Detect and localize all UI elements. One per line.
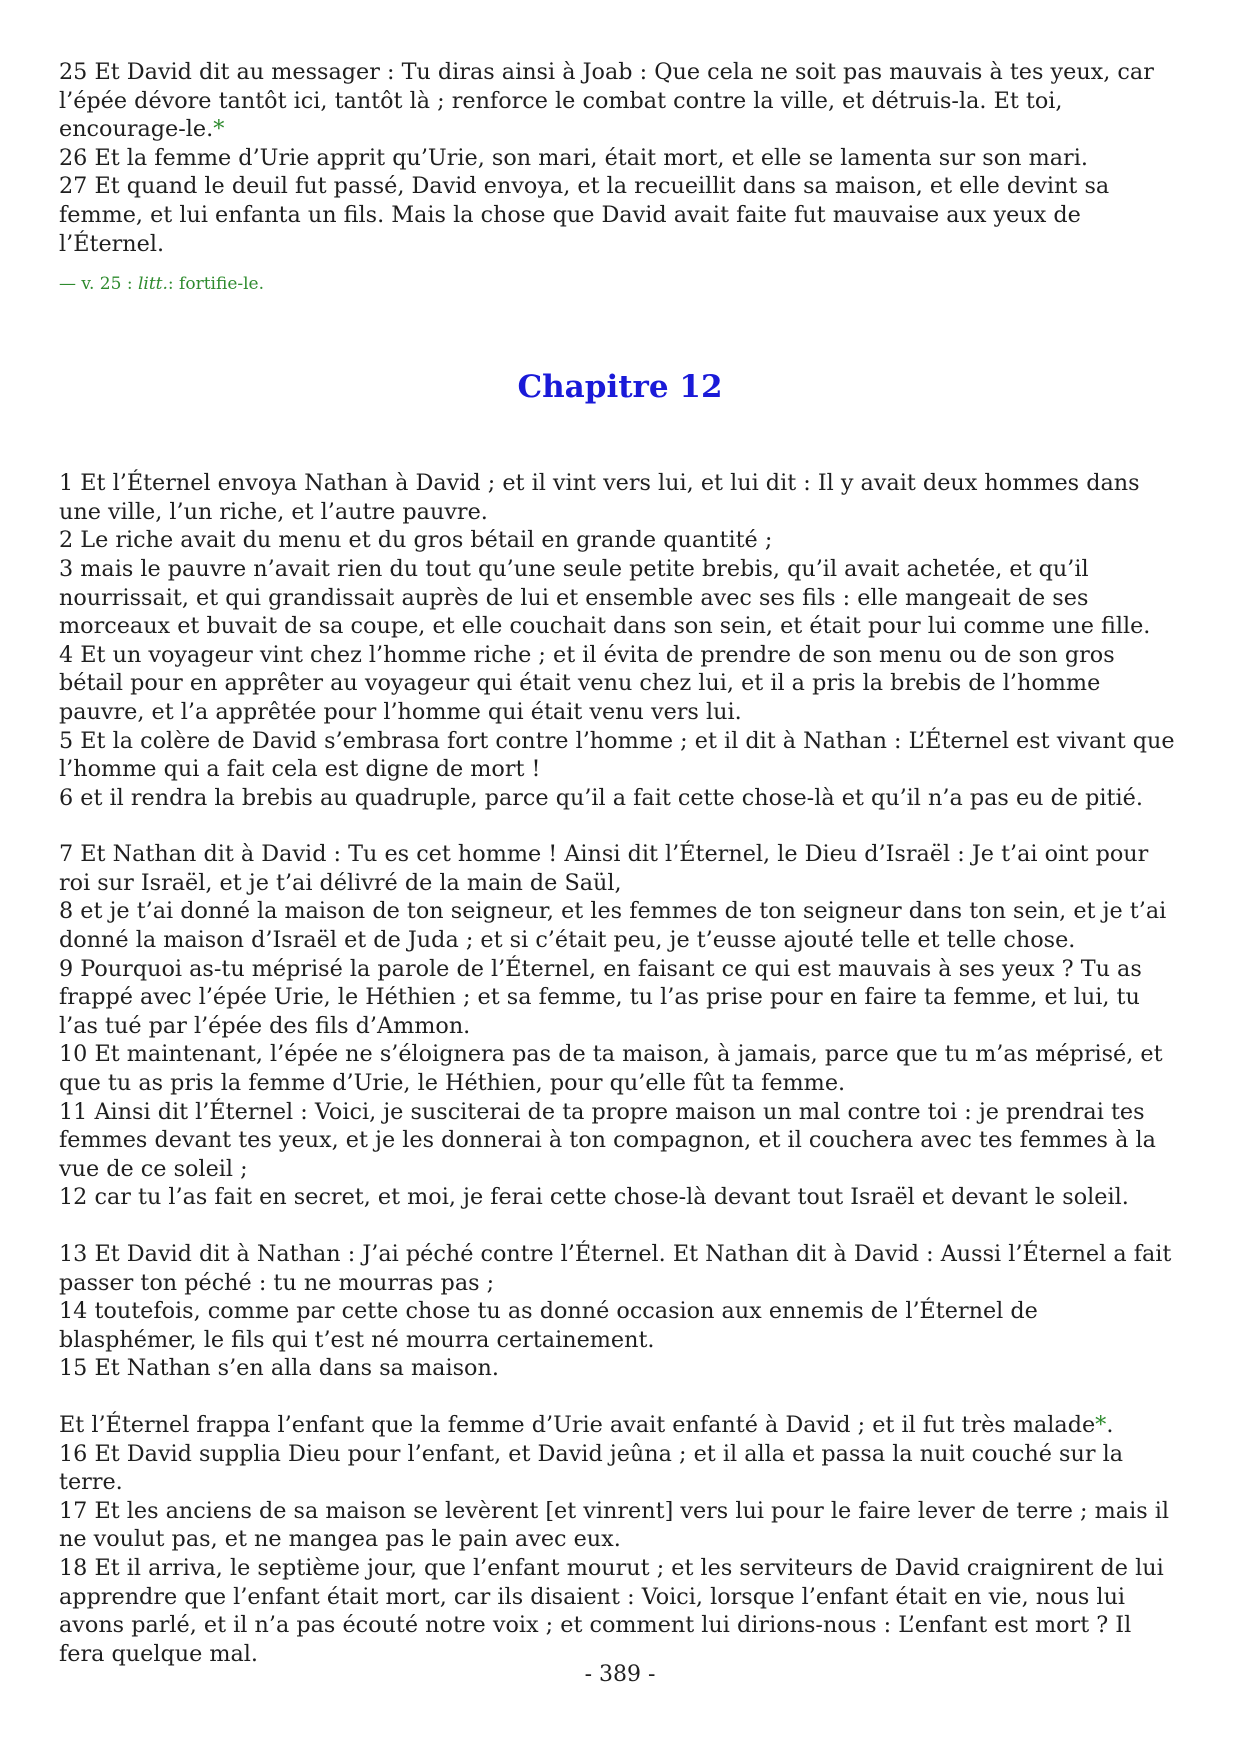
- page-content: [59, 58, 1181, 1668]
- verse: [59, 1354, 1181, 1383]
- verse-text: 11 Ainsi dit l’Éternel : Voici, je susciterai de ta propre maison un mal contre toi : je prendrai tes femmes devant tes yeux, et je les donnerai à ton compagnon, et il couchera avec tes femmes à la vue de ce soleil ;: [59, 1098, 1156, 1182]
- verse: [59, 526, 1181, 555]
- chapter-title: Chapitre 12: [517, 369, 723, 406]
- verse-text: 8 et je t’ai donné la maison de ton seigneur, et les femmes de ton seigneur dans ton sein, et je t’ai donné la maison d’Israël et de Juda ; et si c’était peu, je t’eusse ajouté telle et telle chose.: [59, 898, 1167, 954]
- verse-text: 10 Et maintenant, l’épée ne s’éloignera pas de ta maison, à jamais, parce que tu m’as méprisé, et que tu as pris la femme d’Urie, le Héthien, pour qu’elle fût ta femme.: [59, 1041, 1163, 1097]
- verse-text: 26 Et la femme d’Urie apprit qu’Urie, son mari, était mort, et elle se lamenta sur son mari.: [59, 144, 1088, 171]
- top-verses: [59, 58, 1181, 258]
- verse: [59, 1040, 1181, 1097]
- verse-text: 5 Et la colère de David s’embrasa fort contre l’homme ; et il dit à Nathan : L’Éternel est vivant que l’homme qui a fait cela est digne de mort !: [59, 727, 1175, 783]
- verse: [59, 1098, 1181, 1184]
- verse-text: 7 Et Nathan dit à David : Tu es cet homme ! Ainsi dit l’Éternel, le Dieu d’Israël : Je t’ai oint pour roi sur Israël, et je t’ai délivré de la main de Saül,: [59, 841, 1149, 896]
- verse-text: 16 Et David supplia Dieu pour l’enfant, et David jeûna ; et il alla et passa la nuit couché sur la terre.: [59, 1440, 1124, 1496]
- paragraph-gap: [59, 1383, 1181, 1411]
- paragraph-gap: [59, 812, 1181, 840]
- verse-text: 1 Et l’Éternel envoya Nathan à David ; et il vint vers lui, et lui dit : Il y avait deux hommes dans une ville, l’un riche, et l’autre pauvre.: [59, 470, 1140, 525]
- verse-text: 17 Et les anciens de sa maison se levèrent [et vinrent] vers lui pour le faire lever de terre ; mais il ne voulut pas, et ne mangea pas le pain avec eux.: [59, 1497, 1170, 1553]
- verse-text: 13 Et David dit à Nathan : J’ai péché contre l’Éternel. Et Nathan dit à David : Aussi l’Éternel a fait passer ton péché : tu ne mourras pas ;: [59, 1241, 1172, 1296]
- verse: [59, 469, 1181, 526]
- verse-text: 12 car tu l’as fait en secret, et moi, je ferai cette chose-là devant tout Israël et devant le soleil.: [59, 1184, 1129, 1211]
- verse: [59, 840, 1181, 897]
- verse: [59, 641, 1181, 727]
- verse-text: 2 Le riche avait du menu et du gros bétail en grande quantité ;: [59, 527, 773, 554]
- verse: [59, 555, 1181, 641]
- verse: [59, 897, 1181, 954]
- footnote-marker[interactable]: *: [1095, 1411, 1107, 1438]
- verse-text: 18 Et il arriva, le septième jour, que l’enfant mourut ; et les serviteurs de David craignirent de lui apprendre que l’enfant était mort, car ils disaient : Voici, lorsque l’enfant était en vie, nous lui avons parlé, et il n’a pas écouté notre voix ; et comment lui dirions-nous : L’enfant est mort ? Il fera quelque mal.: [59, 1554, 1164, 1667]
- verse-text: 25 Et David dit au messager : Tu diras ainsi à Joab : Que cela ne soit pas mauvais à tes yeux, car l’épée dévore tantôt ici, tantôt là ; renforce le combat contre la ville, et détruis-la. Et toi, encourage-le.: [59, 59, 1154, 143]
- verse-text: 4 Et un voyageur vint chez l’homme riche ; et il évita de prendre de son menu ou de son gros bétail pour en apprêter au voyageur qui était venu chez lui, et il a pris la brebis de l’homme pauvre, et l’a apprêtée pour l’homme qui était venu vers lui.: [59, 641, 1115, 725]
- verse: [59, 955, 1181, 1041]
- verse-text: 9 Pourquoi as-tu méprisé la parole de l’Éternel, en faisant ce qui est mauvais à ses yeux ? Tu as frappé avec l’épée Urie, le Héthien ; et sa femme, tu l’as prise pour en faire ta femme, et lui, tu l’as tué par l’épée des fils d’Ammon.: [59, 955, 1142, 1039]
- verse: [59, 58, 1181, 144]
- footnote: [59, 272, 1181, 296]
- chapter-verses: [59, 469, 1181, 1668]
- footnote-marker[interactable]: *: [213, 116, 225, 143]
- footnote-abbr: litt.: [137, 274, 168, 295]
- verse-text: 15 Et Nathan s’en alla dans sa maison.: [59, 1355, 499, 1382]
- verse-text: Et l’Éternel frappa l’enfant que la femme d’Urie avait enfanté à David ; et il fut très malade: [59, 1411, 1096, 1438]
- verse-tail: .: [1106, 1411, 1114, 1438]
- paragraph-gap: [59, 1212, 1181, 1240]
- verse: [59, 727, 1181, 784]
- verse: [59, 1497, 1181, 1554]
- verse: [59, 1411, 1181, 1440]
- verse-text: 6 et il rendra la brebis au quadruple, parce qu’il a fait cette chose-là et qu’il n’a pas eu de pitié.: [59, 784, 1143, 811]
- verse: [59, 172, 1181, 258]
- verse: [59, 1297, 1181, 1354]
- verse-text: 3 mais le pauvre n’avait rien du tout qu’une seule petite brebis, qu’il avait achetée, et qu’il nourrissait, et qui grandissait auprès de lui et ensemble avec ses fils : elle mangeait de ses morceaux et buvait de sa coupe, et elle couchait dans son sein, et était pour lui comme une fille.: [59, 555, 1151, 640]
- verse: [59, 144, 1181, 173]
- verse: [59, 1440, 1181, 1497]
- verse: [59, 1554, 1181, 1668]
- verse: [59, 1183, 1181, 1212]
- page-number: - 389 -: [584, 1662, 656, 1687]
- verse-text: 14 toutefois, comme par cette chose tu as donné occasion aux ennemis de l’Éternel de blasphémer, le fils qui t’est né mourra certainement.: [59, 1298, 1038, 1353]
- verse-text: 27 Et quand le deuil fut passé, David envoya, et la recueillit dans sa maison, et elle devint sa femme, et lui enfanta un fils. Mais la chose que David avait faite fut mauvaise aux yeux de l’Éternel.: [59, 173, 1110, 257]
- footnote-text: : fortifie-le.: [167, 274, 265, 295]
- verse: [59, 784, 1181, 813]
- verse: [59, 1240, 1181, 1297]
- footnote-prefix: — v. 25 :: [59, 274, 138, 295]
